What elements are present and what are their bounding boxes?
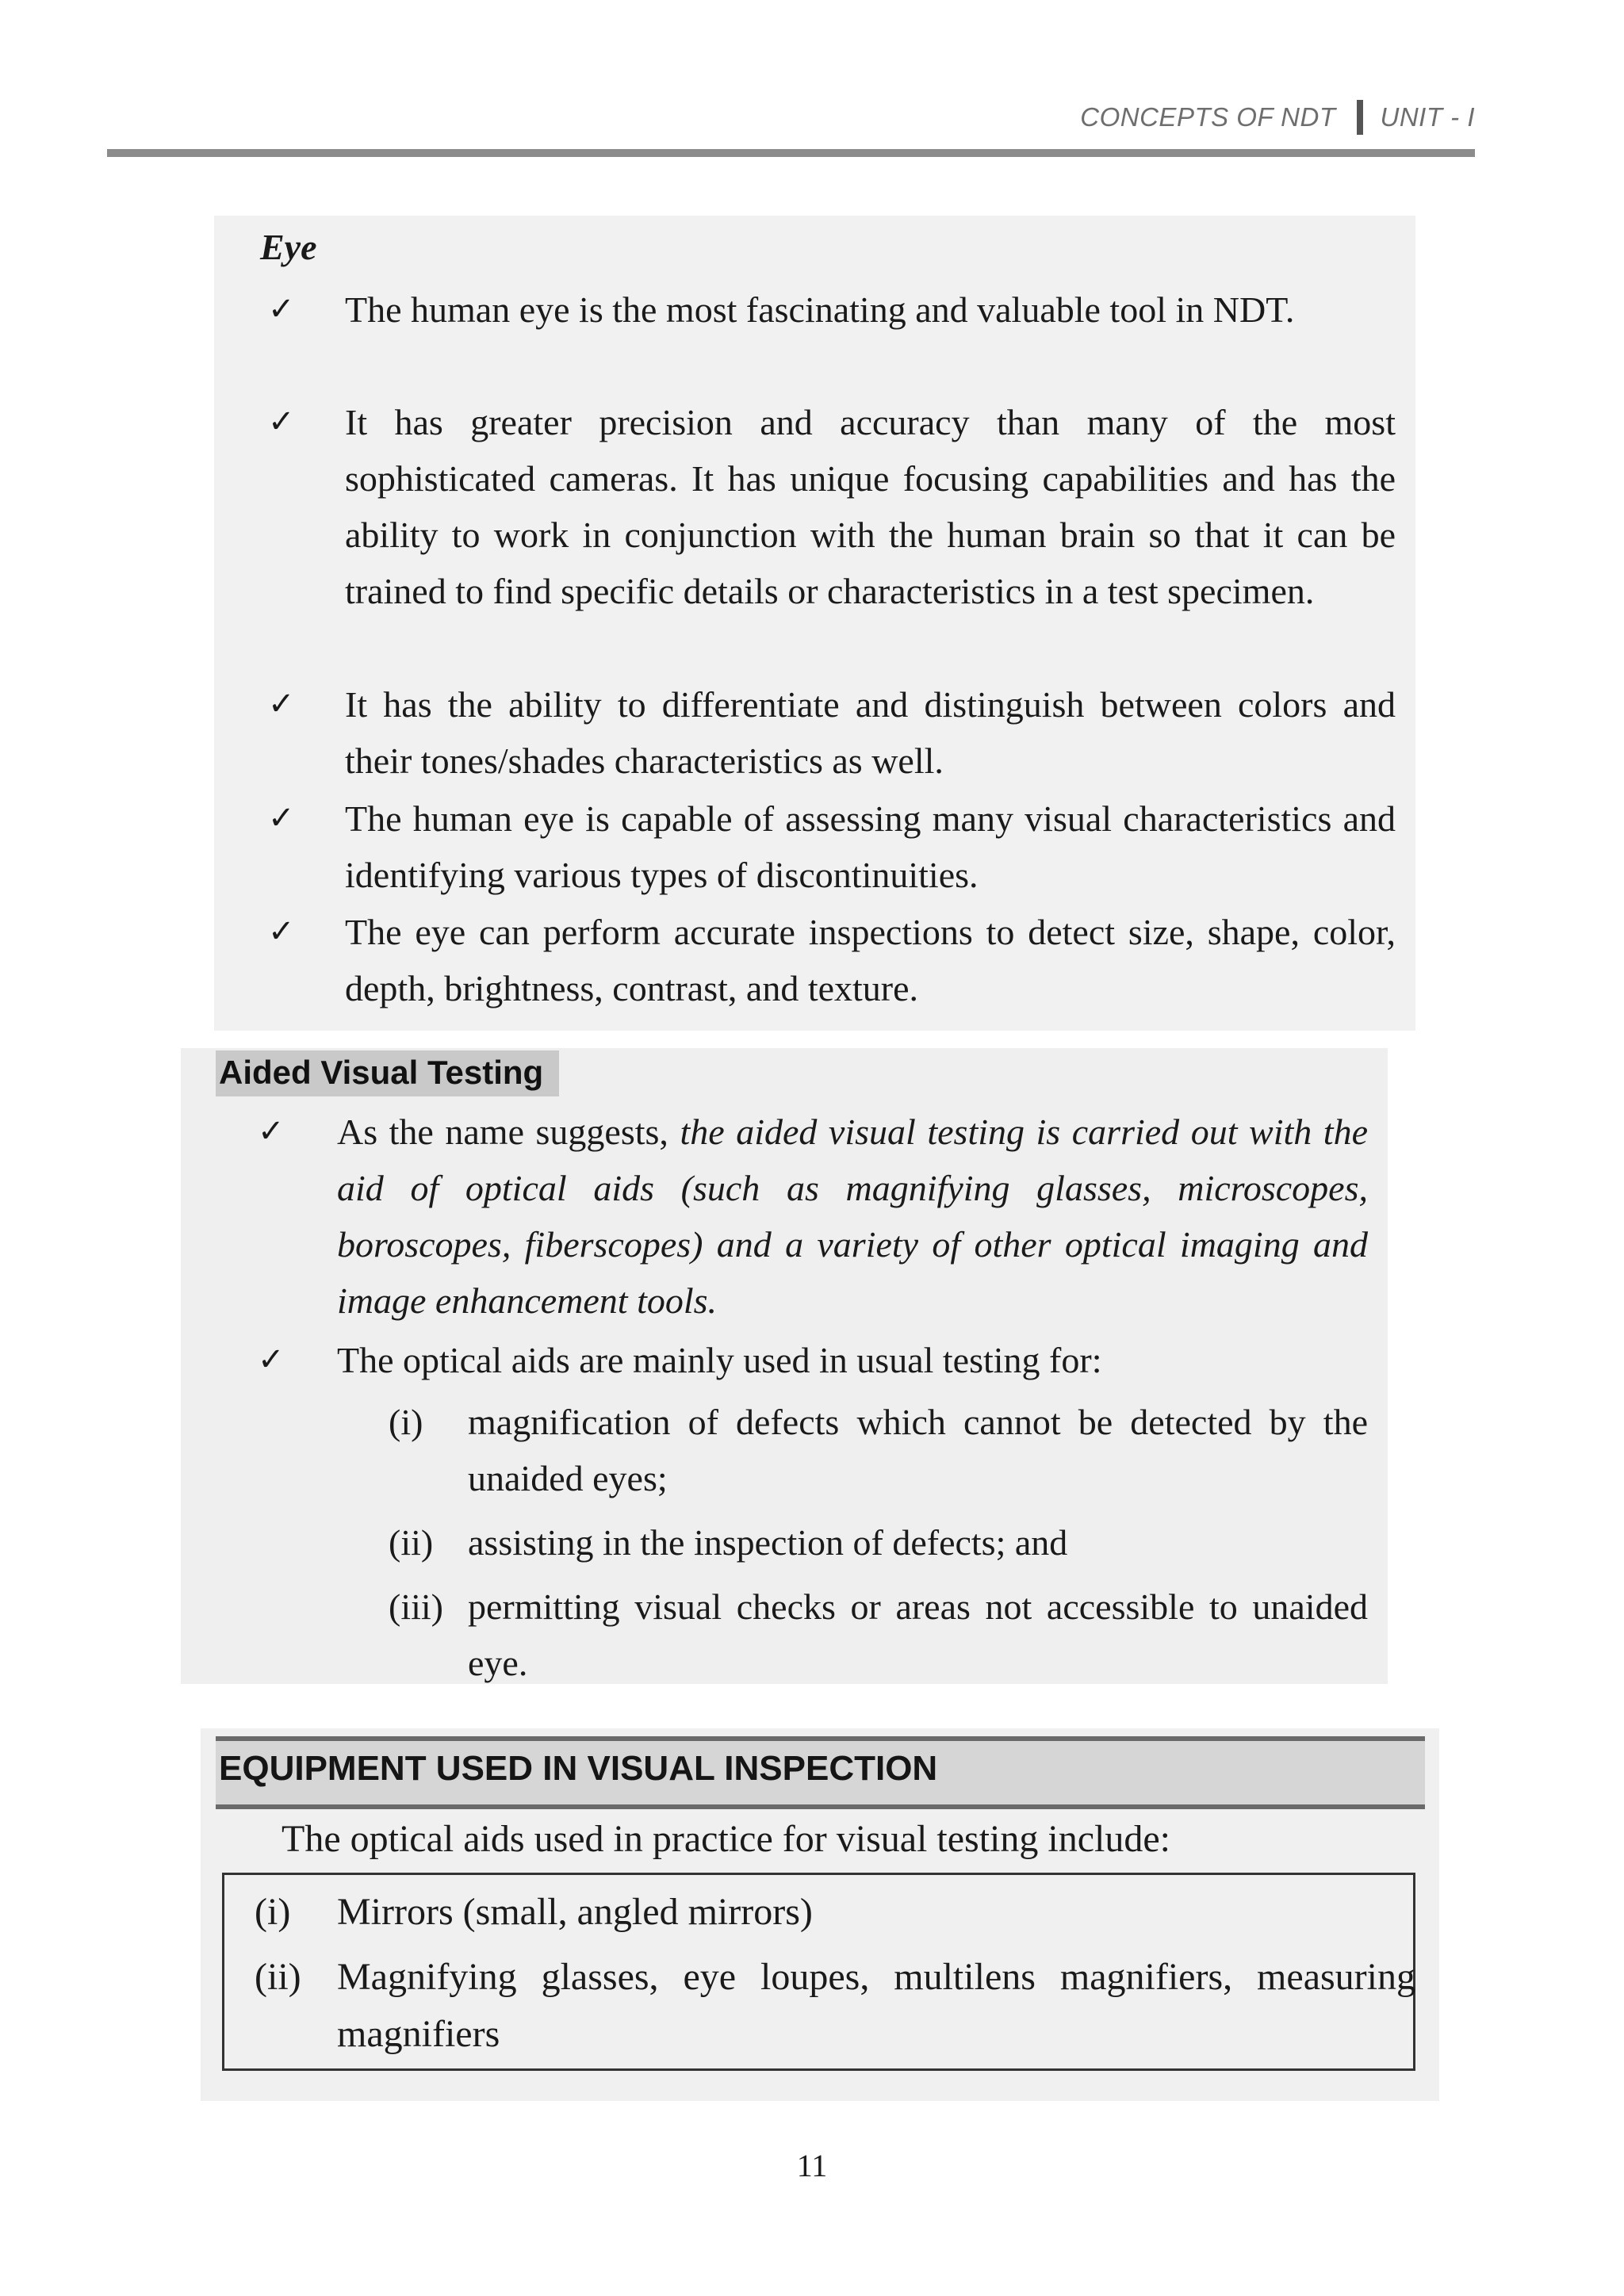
equipment-section-title-bar — [216, 1736, 1425, 1809]
eye-bullet-4 — [268, 790, 1396, 903]
header-separator — [1357, 100, 1363, 135]
list-item-text: Magnifying glasses, eye loupes, multilens magnifiers, measuring magnifiers — [337, 1956, 1415, 2055]
eye-bullet-4-text: The human eye is capable of assessing many visual characteristics and identifying various types of discontinuities. — [345, 798, 1396, 895]
list-item-number: (ii) — [389, 1522, 434, 1563]
list-item-text: magnification of defects which cannot be detected by the unaided eyes; — [468, 1402, 1368, 1498]
header-book-title: CONCEPTS OF NDT — [1080, 102, 1336, 132]
aided-bullet-1 — [258, 1104, 1368, 1329]
list-item — [389, 1578, 1368, 1691]
checkmark-icon: ✓ — [268, 291, 295, 327]
eye-bullet-1-text: The human eye is the most fascinating and valuable tool in NDT. — [345, 289, 1295, 330]
checkmark-icon: ✓ — [258, 1113, 285, 1150]
checkmark-icon: ✓ — [268, 800, 295, 836]
eye-section-title: Eye — [260, 227, 317, 267]
checkmark-icon: ✓ — [268, 913, 295, 950]
list-item-number: (ii) — [255, 1956, 301, 1998]
header-text — [1080, 100, 1475, 135]
list-item-number: (i) — [255, 1891, 291, 1933]
eye-bullet-5 — [268, 904, 1396, 1016]
aided-bullet-1-emphasis: the aided visual testing is carried out with the aid of optical aids (such as magnifying glasses, microscopes, boroscopes, fiberscopes) and a variety of other optical imaging and image enhancement tools. — [337, 1112, 1368, 1321]
equipment-section-title: EQUIPMENT USED IN VISUAL INSPECTION — [219, 1749, 938, 1788]
list-item — [250, 1949, 1415, 2063]
list-item-text: permitting visual checks or areas not accessible to unaided eye. — [468, 1586, 1368, 1683]
list-item — [389, 1394, 1368, 1506]
list-item-text: Mirrors (small, angled mirrors) — [337, 1891, 813, 1933]
eye-bullet-2-text: It has greater precision and accuracy than many of the most sophisticated cameras. It has unique focusing capabilities and has the ability to work in conjunction with the human brain so that it can be trained to find specific details or characteristics in a test specimen. — [345, 402, 1396, 611]
aided-section-title: Aided Visual Testing — [216, 1050, 559, 1096]
eye-bullet-3-text: It has the ability to differentiate and distinguish between colors and their tones/shades characteristics as well. — [345, 684, 1396, 781]
list-item-text: assisting in the inspection of defects; and — [468, 1522, 1068, 1563]
aided-bullet-2 — [258, 1332, 1368, 1388]
list-item — [389, 1514, 1368, 1571]
list-item — [250, 1879, 1415, 1946]
equipment-list — [250, 1879, 1415, 2063]
eye-bullet-1 — [268, 281, 1396, 338]
page-number: 11 — [796, 2148, 828, 2183]
eye-bullet-5-text: The eye can perform accurate inspections to detect size, shape, color, depth, brightness, contrast, and texture. — [345, 912, 1396, 1008]
eye-bullet-3 — [268, 676, 1396, 789]
equipment-intro: The optical aids used in practice for visual testing include: — [282, 1818, 1170, 1860]
aided-sub-list — [389, 1394, 1368, 1691]
eye-bullet-2 — [268, 394, 1396, 619]
checkmark-icon: ✓ — [268, 686, 295, 722]
running-header — [107, 94, 1475, 157]
checkmark-icon: ✓ — [258, 1341, 285, 1378]
aided-bullet-1-prefix: As the name suggests, — [337, 1112, 680, 1152]
list-item-number: (i) — [389, 1402, 423, 1442]
aided-bullet-2-text: The optical aids are mainly used in usual testing for: — [337, 1340, 1102, 1380]
header-unit: UNIT - I — [1380, 102, 1475, 132]
list-item-number: (iii) — [389, 1586, 443, 1627]
checkmark-icon: ✓ — [268, 404, 295, 440]
